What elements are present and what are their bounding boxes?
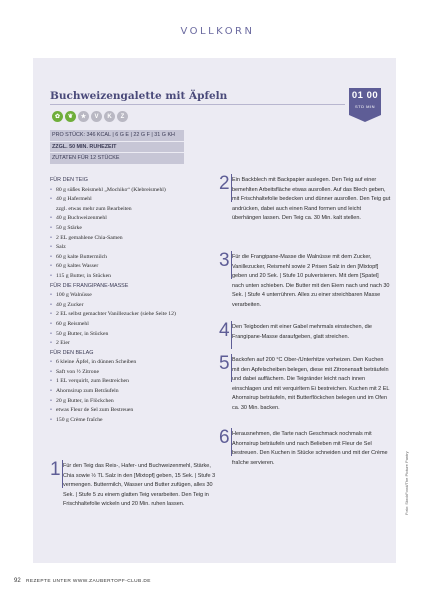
ingredient: • 40 g Buchweizenmehl: [50, 214, 225, 224]
step-3: [219, 250, 391, 311]
step-text: Den Teigboden mit einer Gabel mehrmals einstechen, die Frangipane-Masse daraufgeben, glatt streichen.: [232, 324, 372, 340]
nutrition-block: [50, 130, 184, 165]
servings-line: ZUTATEN FÜR 12 STÜCKE: [50, 153, 184, 164]
footer-website: REZEPTE UNTER WWW.ZAUBERTOPF-CLUB.DE: [26, 579, 151, 584]
ingredient: • 60 g kalte Buttermilch: [50, 253, 225, 263]
ingredients-heading: FÜR DIE FRANGIPANE-MASSE: [50, 282, 129, 289]
section-title: VOLLKORN: [180, 26, 255, 37]
ingredients-heading: FÜR DEN TEIG: [50, 177, 88, 183]
ingredients-heading: FÜR DEN BELAG: [50, 349, 94, 356]
ingredient: • 6 kleine Äpfel, in dünnen Scheiben: [50, 358, 225, 368]
ingredient: • 20 g Butter, in Flöckchen: [50, 397, 225, 407]
step-text: Für die Frangipane-Masse die Walnüsse mit dem Zucker, Vanillezucker, Reismehl sowie 2 Prisen Salz in den [Mixtopf] geben und 20 Sek. | Stufe 10 pulverisieren. Mit dem [Spatel] nach unten schieben. Die Butter mit den Eiern nach und nach 30 Sek. | Stufe 4 unterrühren. Alles zu einer streichbaren Masse verarbeiten.: [232, 254, 390, 308]
ingredient: • 40 g Zucker: [50, 301, 225, 311]
ingredient: • 2 EL gemahlene Chia-Samen: [50, 234, 225, 244]
vegan-icon: V: [91, 111, 102, 122]
ingredient: • 50 g Butter, in Stücken: [50, 330, 225, 340]
ingredient: • 40 g Hafermehl: [50, 195, 225, 205]
step-number: 3: [219, 251, 232, 279]
ingredient: • 50 g Stärke: [50, 224, 225, 234]
ingredient: • 80 g süßes Reismehl „Mochiko“ (Klebreismehl): [50, 186, 225, 196]
ingredient: • etwas Fleur de Sel zum Bestreuen: [50, 406, 225, 416]
step-4: [219, 320, 391, 342]
step-6: [219, 427, 391, 468]
leaf-icon: ✿: [52, 111, 63, 122]
step-text: Für den Teig das Reis-, Hafer- und Buchweizenmehl, Stärke, Chia sowie ½ TL Salz in den [Mixtopf] geben, 15 Sek. | Stufe 3 vermengen. Buttermilch, Wasser und Butter zufügen, alles 30 Sek. | Stufe 5 zu einem glatten Teig verarbeiten. Den Teig in Frischhaltefolie wickeln und 20 Min. ruhen lassen.: [63, 463, 216, 508]
recipe-title: Buchweizengalette mit Äpfeln: [50, 90, 228, 102]
ingredient: • 2 Eier: [50, 339, 225, 349]
ingredient: • 150 g Crème fraîche: [50, 416, 225, 426]
step-2: [219, 173, 391, 224]
step-number: 6: [219, 428, 232, 456]
time-unit: STD MIN: [355, 104, 375, 109]
ingredient: • Ahornsirup zum Beträufeln: [50, 387, 225, 397]
step-number: 2: [219, 174, 232, 202]
ingredients-list: [50, 176, 225, 425]
ingredient: • 60 g kaltes Wasser: [50, 262, 225, 272]
kcal-icon: K: [104, 111, 115, 122]
ingredient: • 2 EL selbst gemachter Vanillezucker (siehe Seite 12): [50, 310, 225, 320]
step-number: 5: [219, 354, 232, 382]
leaf-icon: ❦: [65, 111, 76, 122]
ingredient: • Saft von ½ Zitrone: [50, 368, 225, 378]
step-5: [219, 353, 391, 414]
star-icon: ★: [78, 111, 89, 122]
time-value: 01 00: [351, 90, 379, 101]
step-text: Herausnehmen, die Tarte nach Geschmack nochmals mit Ahornsirup beträufeln und nach Belieben mit Fleur de Sel bestreuen. Den Kuchen in Stücke schneiden und mit der Crème fraîche servieren.: [232, 431, 388, 466]
ingredient: • 115 g Butter, in Stücken: [50, 272, 225, 282]
step-1: [50, 459, 222, 510]
page-number: 92: [14, 578, 21, 584]
ingredient: • Salz: [50, 243, 225, 253]
ingredient: zzgl. etwas mehr zum Bearbeiten: [56, 205, 132, 212]
sugarfree-icon: Z: [117, 111, 128, 122]
step-text: Ein Backblech mit Backpapier auslegen. Den Teig auf einer bemehlten Arbeitsfläche etwas ausrollen. Auf das Blech geben, mit Frischhaltefolie bedecken und dünner ausrollen. Den Teig gut andrücken, dabei auch einen Rand formen und leicht überhängen lassen. Den Teig ca. 30 Min. kalt stellen.: [232, 177, 391, 222]
recipe-icons: [52, 111, 128, 122]
rest-time-line: ZZGL. 50 MIN. RUHEZEIT: [50, 142, 184, 153]
time-badge: [349, 88, 381, 115]
nutrition-line: PRO STÜCK: 346 KCAL | 6 G E | 22 G F | 31 G KH: [50, 130, 184, 141]
step-text: Backofen auf 200 °C Ober-/Unterhitze vorheizen. Den Kuchen mit den Apfelscheiben belegen, diese mit Zitronensaft beträufeln und dabei auffächern. Die Teigränder leicht nach innen einschlagen und mit verquirltem Ei bestreichen. Kuchen mit 2 EL Ahornsirup beträufeln, mit Butterflöckchen belegen und im Ofen ca. 30 Min. backen.: [232, 357, 390, 411]
ingredient: • 60 g Reismehl: [50, 320, 225, 330]
ingredient: • 100 g Walnüsse: [50, 291, 225, 301]
step-number: 4: [219, 321, 232, 349]
step-number: 1: [50, 460, 63, 488]
ingredient: • 1 EL verquirlt, zum Bestreichen: [50, 377, 225, 387]
title-divider: [50, 104, 345, 105]
photo-credit: Foto: StockFood/The Picture Pantry: [404, 451, 409, 515]
